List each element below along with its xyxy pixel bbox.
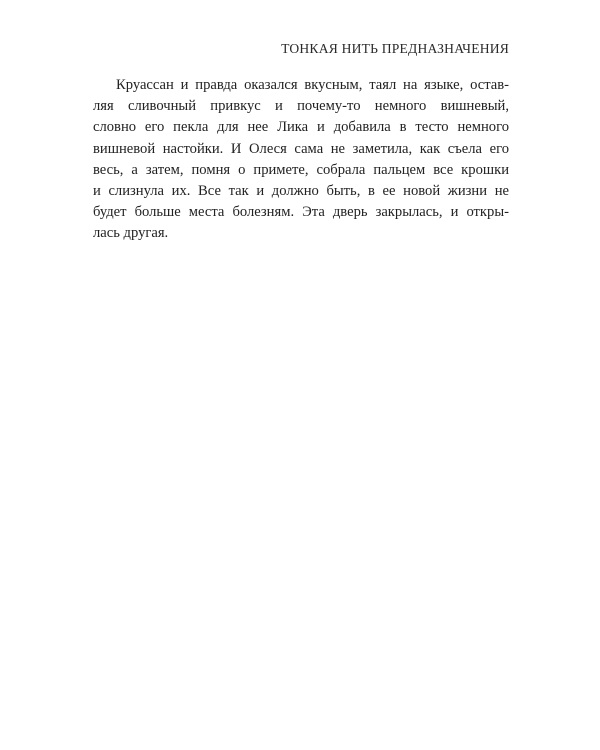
running-head: ТОНКАЯ НИТЬ ПРЕДНАЗНАЧЕНИЯ — [281, 41, 509, 56]
paragraph — [93, 75, 509, 245]
paragraph-line: и слизнула их. Все так и должно быть, в ее новой жизни не — [93, 182, 509, 199]
paragraph-line: Круассан и правда оказался вкусным, таял на языке, остав- — [116, 77, 509, 93]
paragraph-line: весь, а затем, помня о примете, собрала пальцем все крошки — [93, 161, 509, 178]
paragraph-line: вишневой настойки. И Олеся сама не заметила, как съела его — [93, 140, 509, 157]
paragraph-line: будет больше места болезням. Эта дверь закрылась, и откры- — [93, 204, 509, 221]
paragraph-line: ляя сливочный привкус и почему-то немного вишневый, — [93, 98, 509, 115]
paragraph-line: словно его пекла для нее Лика и добавила в тесто немного — [93, 119, 509, 136]
paragraph-line: лась другая. — [93, 225, 169, 242]
